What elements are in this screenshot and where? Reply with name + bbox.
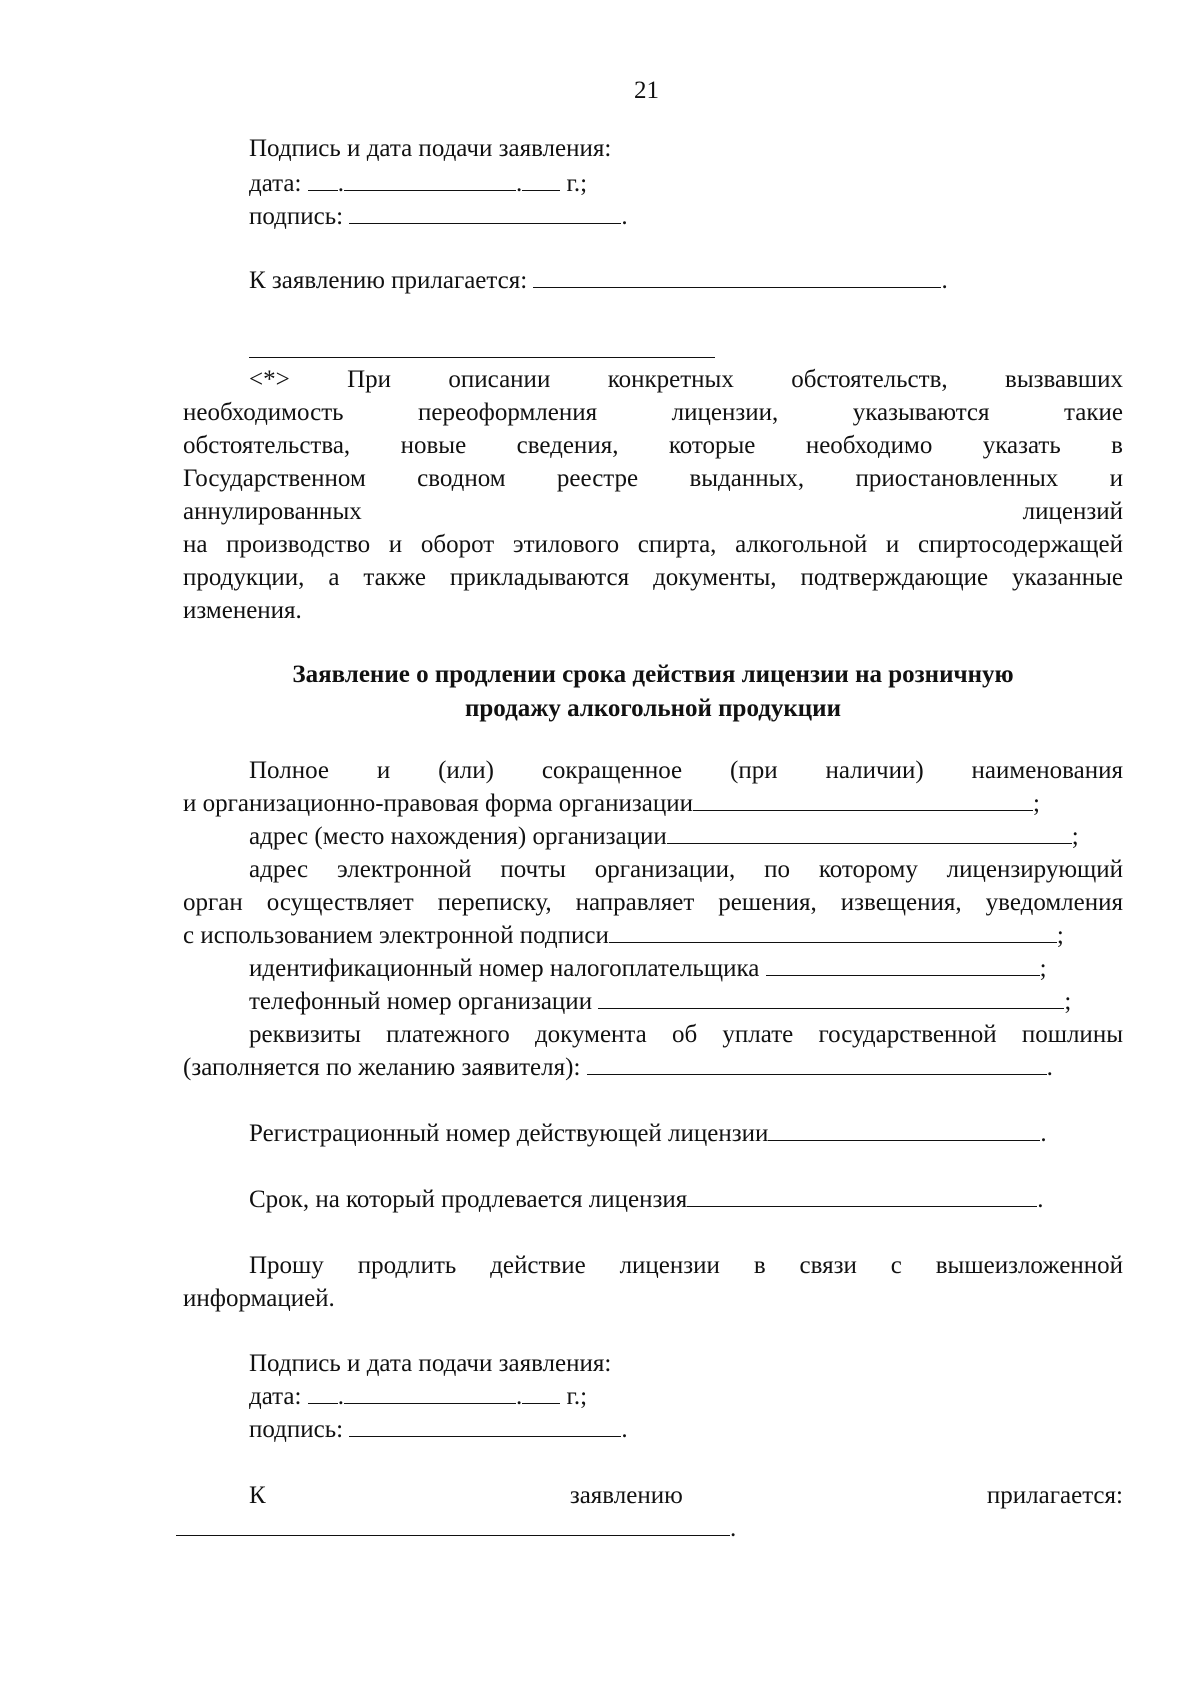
footnote-line: изменения. [183, 597, 302, 624]
period: . [1040, 1120, 1047, 1147]
signature-blank [349, 202, 621, 224]
attachment-word: прилагается: [986, 1482, 1123, 1509]
period: . [621, 1416, 628, 1443]
footnote-separator [249, 357, 715, 358]
attachment-label: К заявлению прилагается: [249, 267, 528, 294]
email-field [183, 921, 1064, 951]
signature-line [249, 1415, 628, 1445]
attachment-line [249, 1481, 1123, 1511]
request-text: Прошу продлить действие лицензии в связи с вышеизложенной [249, 1252, 1123, 1279]
year-blank [522, 1382, 560, 1404]
footnote-line: на производство и оборот этилового спирта, алкогольной и спиртосодержащей [183, 531, 1123, 558]
email-label: адрес электронной почты организации, по которому лицензирующий [249, 856, 1123, 883]
day-blank [308, 1382, 338, 1404]
date-line: дата: . . г.; [249, 170, 588, 197]
semicolon: ; [1033, 790, 1040, 817]
page-number: 21 [634, 77, 659, 104]
footnote-line: обстоятельства, новые сведения, которые необходимо указать в [183, 432, 1123, 459]
term-blank [687, 1185, 1037, 1207]
signature-label: подпись: [249, 1416, 344, 1443]
payment-label: реквизиты платежного документа об уплате государственной пошлины [249, 1021, 1123, 1048]
date-label: дата: [249, 170, 302, 197]
period: . [621, 203, 628, 230]
day-blank [308, 169, 338, 191]
semicolon: ; [1071, 823, 1079, 850]
period: . [941, 267, 948, 294]
reg-number-blank [768, 1119, 1040, 1141]
phone-label: телефонный номер организации [249, 988, 593, 1015]
attachment-blank [533, 266, 941, 288]
period: . [730, 1515, 737, 1542]
signature-heading: Подпись и дата подачи заявления: [249, 1350, 612, 1377]
month-blank [344, 169, 516, 191]
address-field [249, 822, 1079, 852]
term-field [249, 1185, 1044, 1215]
year-blank [522, 169, 560, 191]
payment-field [183, 1053, 1053, 1083]
month-blank [344, 1382, 516, 1404]
signature-heading: Подпись и дата подачи заявления: [249, 135, 612, 162]
footnote-line: необходимость переоформления лицензии, указываются такие [183, 399, 1123, 426]
date-line: дата: . . г.; [249, 1383, 588, 1410]
year-suffix: г.; [566, 1383, 588, 1410]
signature-blank [349, 1415, 621, 1437]
email-label: орган осуществляет переписку, направляет решения, извещения, уведомления [183, 889, 1123, 916]
name-blank [693, 789, 1033, 811]
reg-number-label: Регистрационный номер действующей лицензии [249, 1120, 769, 1147]
attachment-blank [176, 1514, 730, 1536]
footnote-line: аннулированных лицензий [183, 498, 1123, 525]
period: . [1046, 1054, 1053, 1081]
term-label: Срок, на который продлевается лицензия [249, 1186, 688, 1213]
email-label-cont: с использованием электронной подписи [183, 922, 609, 949]
attachment-line [249, 266, 948, 296]
phone-field [249, 987, 1071, 1017]
section-title: Заявление о продлении срока действия лицензии на розничную [292, 661, 1014, 688]
name-label-cont: и организационно-правовая форма организации [183, 790, 694, 817]
semicolon: ; [1064, 988, 1072, 1015]
phone-blank [598, 987, 1064, 1009]
inn-blank [766, 954, 1040, 976]
section-title: продажу алкогольной продукции [465, 695, 841, 722]
footnote-line: <*> При описании конкретных обстоятельств, вызвавших [249, 366, 1123, 393]
payment-label-cont: (заполняется по желанию заявителя): [183, 1054, 581, 1081]
signature-label: подпись: [249, 203, 344, 230]
address-blank [667, 822, 1072, 844]
email-blank [609, 921, 1057, 943]
signature-line [249, 202, 628, 232]
inn-label: идентификационный номер налогоплательщика [249, 955, 760, 982]
footnote-line: продукции, а также прикладываются документы, подтверждающие указанные [183, 564, 1123, 591]
date-label: дата: [249, 1383, 302, 1410]
reg-number-field [249, 1119, 1047, 1149]
name-label: Полное и (или) сокращенное (при наличии) наименования [249, 757, 1123, 784]
attachment-word: заявлению [569, 1482, 683, 1509]
address-label: адрес (место нахождения) организации [249, 823, 667, 850]
payment-blank [587, 1053, 1047, 1075]
year-suffix: г.; [566, 170, 588, 197]
attachment-word: К [249, 1482, 266, 1509]
attachment-fill-line [176, 1514, 736, 1544]
inn-field [249, 954, 1047, 984]
semicolon: ; [1056, 922, 1064, 949]
request-text: информацией. [183, 1285, 335, 1312]
period: . [1037, 1186, 1044, 1213]
name-field [183, 789, 1040, 819]
semicolon: ; [1039, 955, 1047, 982]
footnote-line: Государственном сводном реестре выданных, приостановленных и [183, 465, 1123, 492]
